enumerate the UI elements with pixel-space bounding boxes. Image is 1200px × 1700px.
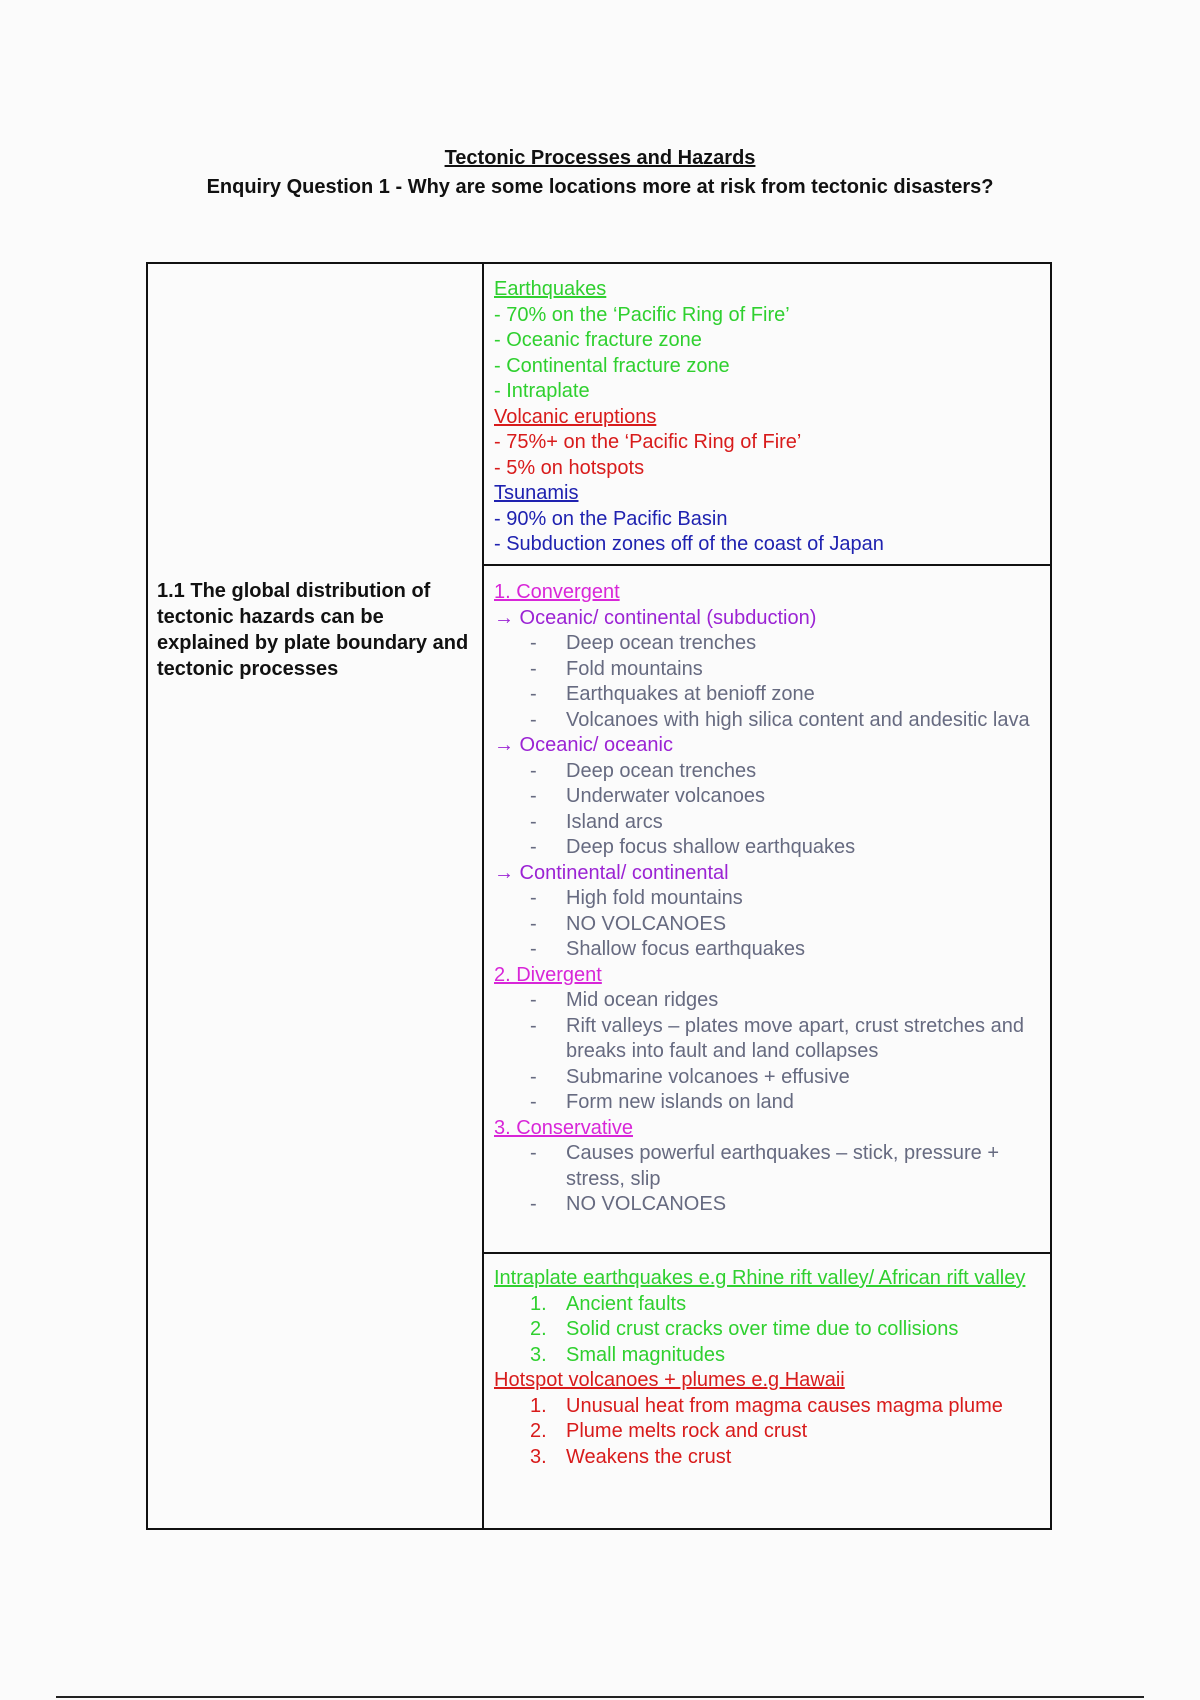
dash-marker: - xyxy=(530,912,537,935)
list-item: - 75%+ on the ‘Pacific Ring of Fire’ xyxy=(494,431,802,453)
dash-marker: - xyxy=(530,989,537,1011)
topic-text: 1.1 The global distribution of tectonic hazards can be explained by plate boundary and tectonic processes xyxy=(157,580,469,680)
dash-marker: - xyxy=(530,1065,537,1088)
list-item-text: Weakens the crust xyxy=(566,1445,732,1468)
intraplate-hotspot-cell xyxy=(484,1254,1050,1530)
list-item-text: Fold mountains xyxy=(566,657,703,680)
list-item xyxy=(494,1192,1050,1218)
dash-marker: - xyxy=(530,1014,537,1037)
notes-table xyxy=(146,262,1052,1530)
list-item xyxy=(494,1292,1050,1318)
conservative-heading: 3. Conservative xyxy=(494,1116,633,1139)
convergent-heading: 1. Convergent xyxy=(494,581,620,603)
document-title: Tectonic Processes and Hazards xyxy=(444,147,756,169)
content-column xyxy=(484,264,1050,1528)
tsunamis-heading: Tsunamis xyxy=(494,482,579,504)
list-item-text: Unusual heat from magma causes magma plume xyxy=(566,1394,1003,1417)
list-item-text: Submarine volcanoes + effusive xyxy=(566,1065,850,1088)
list-item-text: Rift valleys – plates move apart, crust stretches and breaks into fault and land collapses xyxy=(566,1014,1024,1062)
list-item: - 70% on the ‘Pacific Ring of Fire’ xyxy=(494,303,790,326)
dash-marker: - xyxy=(530,810,537,833)
list-item-text: NO VOLCANOES xyxy=(566,1193,727,1215)
list-item-text: Plume melts rock and crust xyxy=(566,1420,808,1442)
volcanic-heading: Volcanic eruptions xyxy=(494,405,657,428)
plate-boundaries-cell xyxy=(484,566,1050,1254)
page-divider xyxy=(56,1696,1144,1698)
dash-marker: - xyxy=(530,657,537,680)
list-item: - Continental fracture zone xyxy=(494,354,730,377)
list-item xyxy=(494,1141,1050,1192)
oceanic-continental-heading: → Oceanic/ continental (subduction) xyxy=(494,606,817,629)
dash-marker: - xyxy=(530,759,537,782)
list-item: - 5% on hotspots xyxy=(494,456,645,479)
dash-marker: - xyxy=(530,785,537,807)
list-item xyxy=(494,1090,1050,1116)
list-item xyxy=(494,1065,1050,1091)
document-subtitle: Enquiry Question 1 - Why are some locations more at risk from tectonic disasters? xyxy=(206,176,994,198)
divergent-heading: 2. Divergent xyxy=(494,963,602,986)
continental-continental-heading: → Continental/ continental xyxy=(494,861,729,884)
list-item xyxy=(494,1014,1050,1065)
list-item xyxy=(494,886,1050,912)
list-item xyxy=(494,835,1050,861)
dash-marker: - xyxy=(530,1091,537,1113)
hotspot-heading: Hotspot volcanoes + plumes e.g Hawaii xyxy=(494,1369,845,1391)
number-marker: 3. xyxy=(530,1445,547,1468)
list-item: - 90% on the Pacific Basin xyxy=(494,507,728,530)
list-item-text: Earthquakes at benioff zone xyxy=(566,683,815,705)
list-item xyxy=(494,784,1050,810)
list-item xyxy=(494,631,1050,657)
list-item xyxy=(494,1445,1050,1471)
list-item: - Subduction zones off of the coast of Japan xyxy=(494,533,884,555)
list-item xyxy=(494,912,1050,938)
dash-marker: - xyxy=(530,1142,537,1164)
dash-marker: - xyxy=(530,708,537,731)
list-item xyxy=(494,937,1050,963)
list-item-text: Shallow focus earthquakes xyxy=(566,938,806,960)
document-header xyxy=(0,145,1200,201)
list-item: - Intraplate xyxy=(494,380,590,402)
list-item xyxy=(494,1317,1050,1343)
list-item-text: Causes powerful earthquakes – stick, pressure + stress, slip xyxy=(566,1142,999,1190)
list-item-text: High fold mountains xyxy=(566,887,743,909)
list-item: - Oceanic fracture zone xyxy=(494,329,702,351)
dash-marker: - xyxy=(530,1193,537,1215)
list-item-text: Island arcs xyxy=(566,810,663,833)
list-item-text: Mid ocean ridges xyxy=(566,989,719,1011)
list-item xyxy=(494,759,1050,785)
number-marker: 3. xyxy=(530,1343,547,1366)
list-item xyxy=(494,810,1050,836)
hazard-distribution-cell xyxy=(484,264,1050,566)
number-marker: 2. xyxy=(530,1420,547,1442)
list-item-text: Solid crust cracks over time due to collisions xyxy=(566,1318,959,1340)
list-item-text: Deep ocean trenches xyxy=(566,632,757,654)
dash-marker: - xyxy=(530,632,537,654)
list-item-text: Form new islands on land xyxy=(566,1091,794,1113)
dash-marker: - xyxy=(530,836,537,858)
list-item xyxy=(494,708,1050,734)
number-marker: 2. xyxy=(530,1318,547,1340)
number-marker: 1. xyxy=(530,1394,547,1417)
list-item xyxy=(494,988,1050,1014)
earthquakes-heading: Earthquakes xyxy=(494,278,607,300)
list-item xyxy=(494,1419,1050,1445)
list-item-text: Deep ocean trenches xyxy=(566,759,757,782)
topic-column xyxy=(148,264,484,1528)
list-item-text: NO VOLCANOES xyxy=(566,912,727,935)
dash-marker: - xyxy=(530,887,537,909)
number-marker: 1. xyxy=(530,1292,547,1315)
list-item-text: Small magnitudes xyxy=(566,1343,725,1366)
dash-marker: - xyxy=(530,683,537,705)
list-item-text: Underwater volcanoes xyxy=(566,785,765,807)
oceanic-oceanic-heading: → Oceanic/ oceanic xyxy=(494,734,673,756)
list-item xyxy=(494,682,1050,708)
list-item xyxy=(494,1394,1050,1420)
list-item xyxy=(494,1343,1050,1369)
list-item-text: Ancient faults xyxy=(566,1292,687,1315)
dash-marker: - xyxy=(530,938,537,960)
list-item-text: Deep focus shallow earthquakes xyxy=(566,836,856,858)
list-item xyxy=(494,657,1050,683)
list-item-text: Volcanoes with high silica content and andesitic lava xyxy=(566,708,1030,731)
intraplate-heading: Intraplate earthquakes e.g Rhine rift valley/ African rift valley xyxy=(494,1267,1026,1289)
